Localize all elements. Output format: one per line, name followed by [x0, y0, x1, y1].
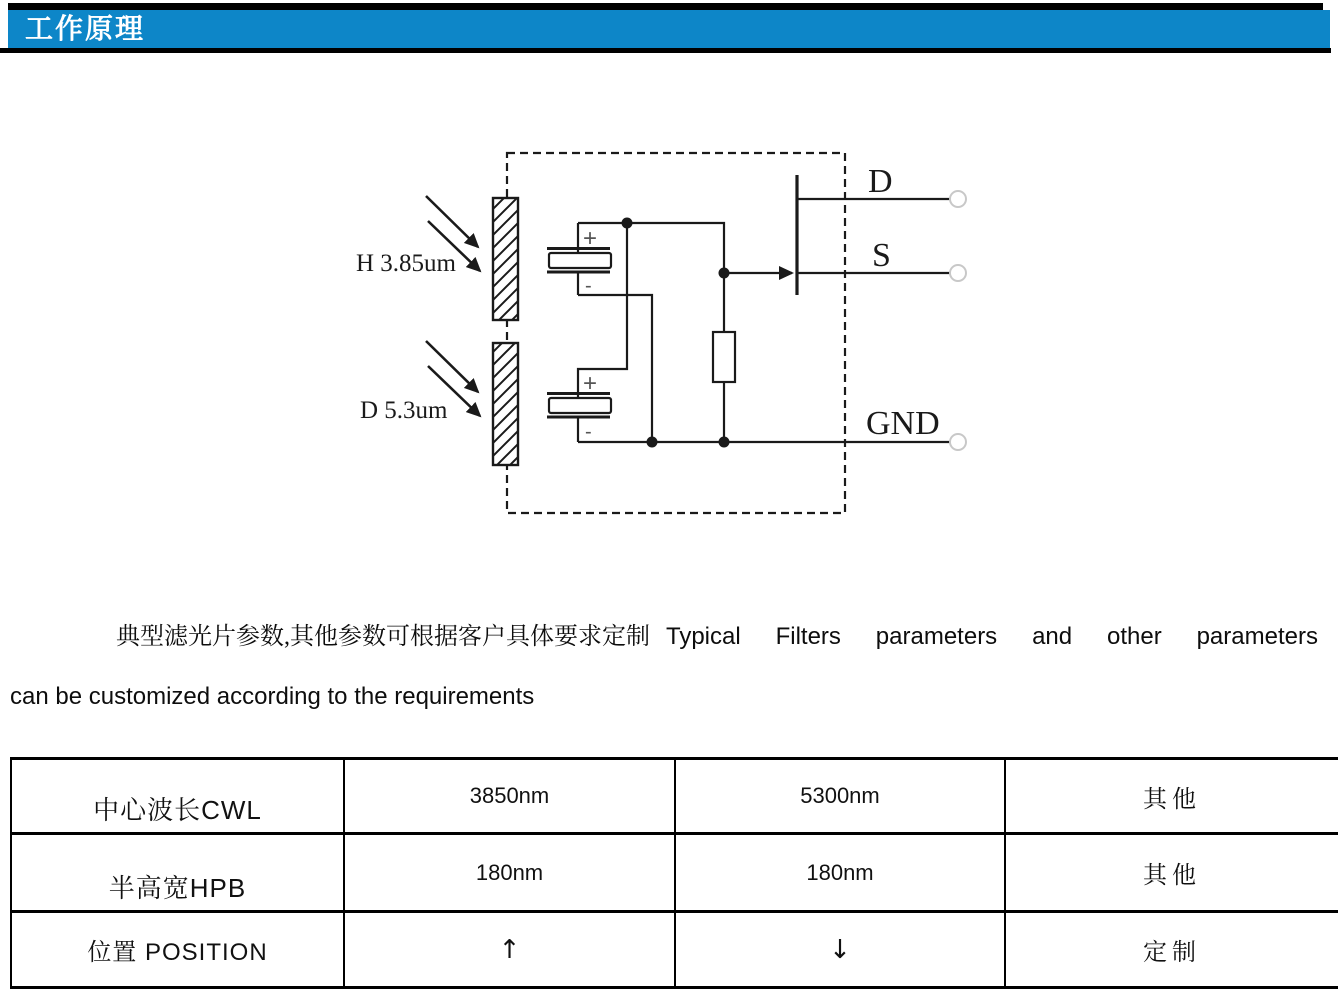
hpb-value-other: 其他 — [1004, 835, 1338, 910]
table-row-position — [10, 913, 1338, 989]
position-down-arrow: ↓ — [674, 913, 1004, 986]
filter-top-label: H 3.85um — [356, 250, 456, 277]
terminal-pads — [950, 191, 966, 450]
filter-parameters-table — [10, 757, 1338, 989]
table-row-hpb — [10, 835, 1338, 913]
row-header-position: 位置 POSITION — [10, 913, 343, 986]
pyro-bottom-plus-sign: + — [583, 370, 598, 397]
package-outline — [507, 153, 845, 513]
row-header-hpb: 半高宽HPB — [10, 835, 343, 910]
terminal-d-label: D — [868, 163, 893, 200]
cwl-value-other: 其他 — [1004, 760, 1338, 832]
pyro-element-bottom — [547, 393, 611, 442]
filters-description-paragraph — [10, 612, 1318, 722]
filter-top — [493, 198, 518, 320]
hpb-value-2: 180nm — [674, 835, 1004, 910]
position-value-custom: 定制 — [1004, 913, 1338, 986]
resistor — [713, 332, 735, 382]
pyro-top-minus-sign: - — [585, 275, 592, 297]
paragraph-line-2: can be customized according to the requirements — [10, 683, 535, 710]
filter-bottom — [493, 343, 518, 465]
cwl-value-2: 5300nm — [674, 760, 1004, 832]
pyro-element-top — [547, 223, 611, 295]
paragraph-chinese-text: 典型滤光片参数,其他参数可根据客户具体要求定制 — [116, 624, 650, 650]
pyro-top-plus-sign: + — [583, 225, 598, 252]
terminal-s-label: S — [872, 237, 891, 274]
pyro-bottom-minus-sign: - — [585, 421, 592, 443]
section-title: 工作原理 — [25, 13, 146, 44]
cwl-value-1: 3850nm — [343, 760, 674, 832]
row-header-cwl: 中心波长CWL — [10, 760, 343, 832]
filter-bottom-label: D 5.3um — [360, 397, 448, 424]
paragraph-line-1 — [10, 612, 1318, 662]
paragraph-english-text: Typical Filters parameters and other parameters — [666, 623, 1318, 650]
hpb-value-1: 180nm — [343, 835, 674, 910]
position-up-arrow: ↑ — [343, 913, 674, 986]
table-row-cwl — [10, 760, 1338, 835]
terminal-gnd-label: GND — [866, 405, 940, 442]
